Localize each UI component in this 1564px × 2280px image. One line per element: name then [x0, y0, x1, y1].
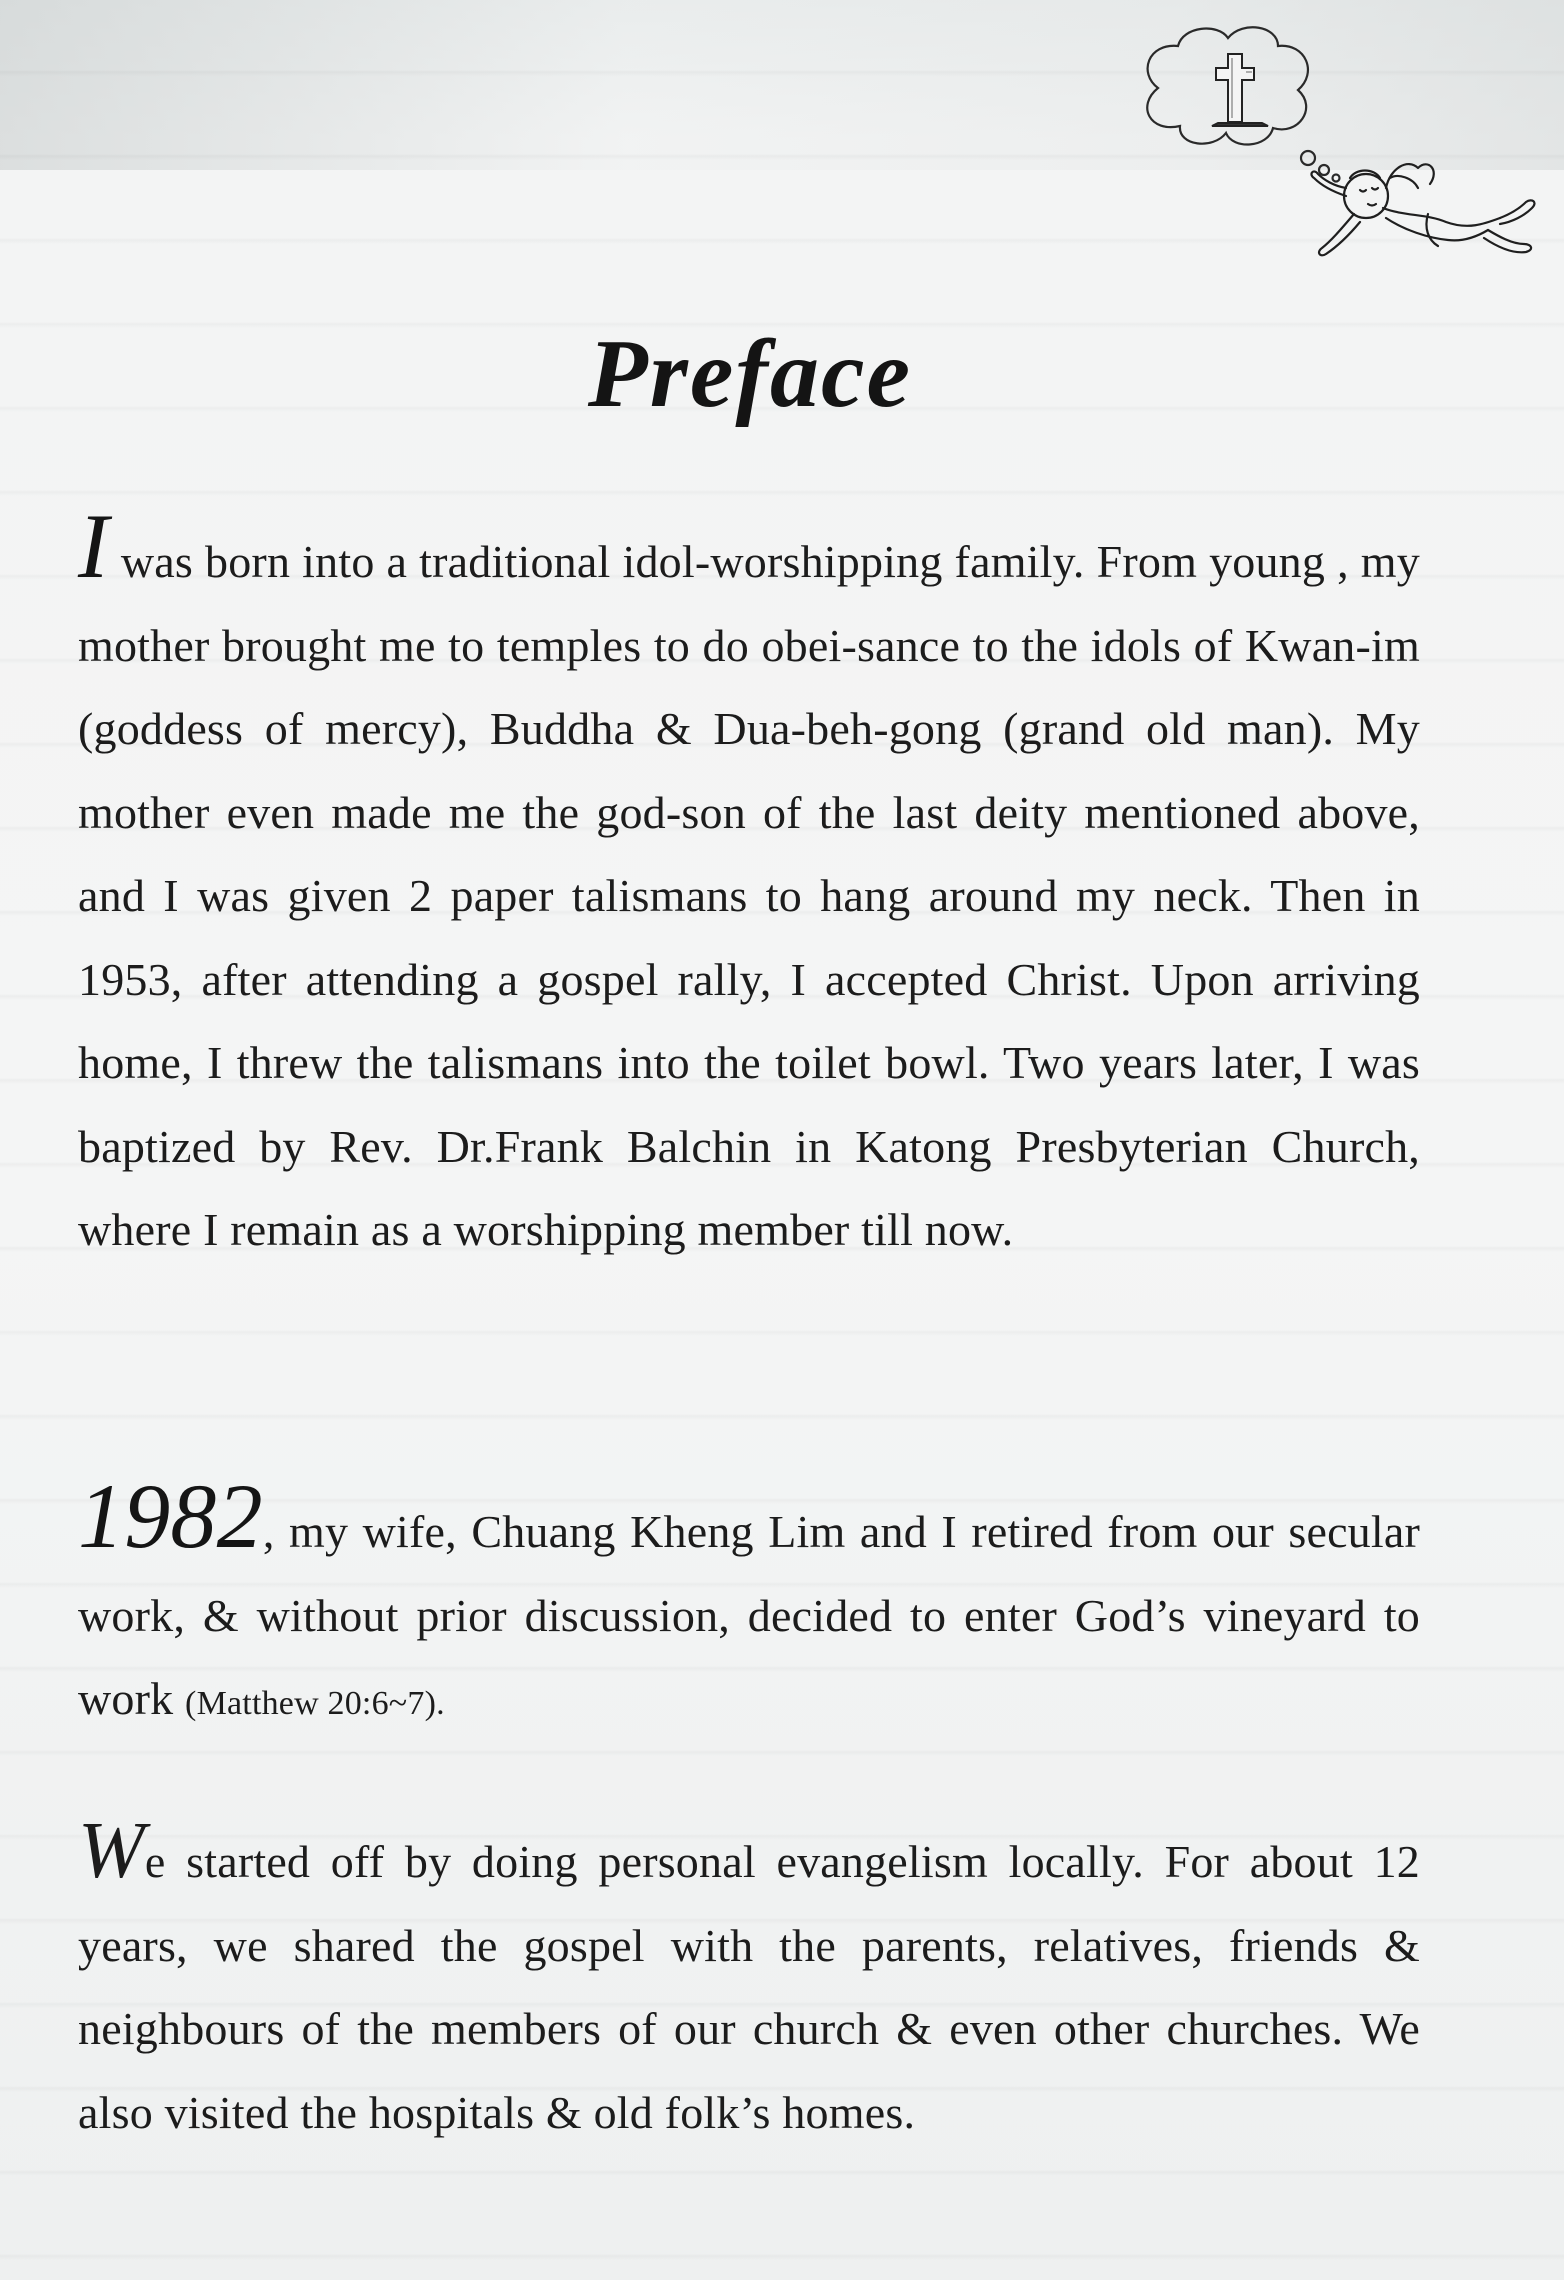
- paragraph-1: [78, 495, 1420, 1272]
- paragraph-text: , my wife, Chuang Kheng Lim and I retired from our secular work, & without prior discussion, decided to enter God’s vineyard to work: [78, 1506, 1420, 1724]
- scripture-reference: (Matthew 20:6~7).: [185, 1685, 445, 1722]
- drop-cap: I: [78, 495, 109, 597]
- drop-cap: W: [78, 1807, 145, 1895]
- paragraph-2: [78, 1465, 1420, 1746]
- drop-cap: 1982: [78, 1465, 263, 1567]
- thought-bubble-icon: [1147, 27, 1339, 181]
- paragraph-3: [78, 1807, 1420, 2154]
- cherub-icon: [1311, 164, 1534, 255]
- paragraph-text: e started off by doing personal evangelism locally. For about 12 years, we shared the gospel with the parents, relatives, friends & neighbours of the members of our church & even other churches. We also visited the hospitals & old folk’s homes.: [78, 1836, 1420, 2138]
- paragraph-text: was born into a traditional idol-worshipping family. From young , my mother brought me to temples to do obei-sance to the idols of Kwan-im (goddess of mercy), Buddha & Dua-beh-gong (grand old man). My mother even made me the god-son of the last deity mentioned above, and I was given 2 paper talismans to hang around my neck. Then in 1953, after attending a gospel rally, I accepted Christ. Upon arriving home, I threw the talismans into the toilet bowl. Two years later, I was baptized by Rev. Dr.Frank Balchin in Katong Presbyterian Church, where I remain as a worshipping member till now.: [78, 536, 1420, 1255]
- cherub-dreaming-of-cross-illustration: [1128, 18, 1548, 288]
- page-title: Preface: [587, 320, 913, 428]
- cross-icon: [1212, 54, 1268, 126]
